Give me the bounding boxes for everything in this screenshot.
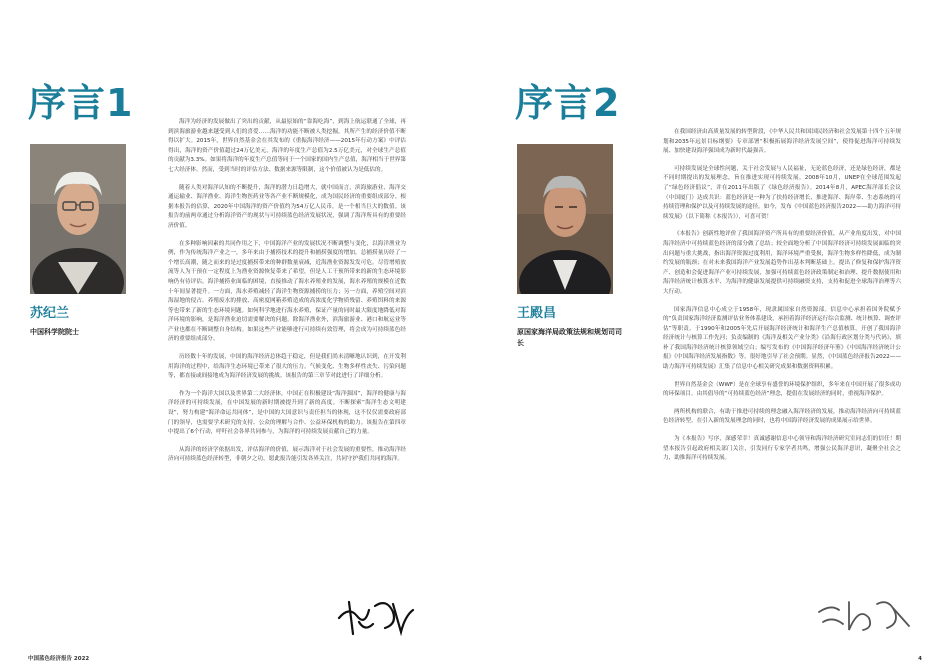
page-number: 4	[918, 656, 922, 662]
author-photo	[30, 144, 126, 294]
paragraph: 历经数十年的发展，中国的海洋经济总体趋于稳定，但是我们尚未清晰地认识到，在开发利用海洋的过程中，给海洋生态环境已带来了很大的压力。气候变化、生物多样性丧失、污染问题等，都直接或间接地成为海洋经济发展的挑战。该报告的第三章节对此进行了详细分析。	[168, 354, 406, 380]
paragraph: 《本报告》创新性地评价了我国海洋资产所具有的重要经济价值，从产业角度出发，对中国海洋经济中可持续蓝色经济的部分做了总结；较全面地分析了中国海洋经济可持续发展面临的突出问题与重大挑战，指出海洋资源过度利用，海洋环境严重受损，海洋生物多样性降低，成为制约发展的瓶颈；在对未来我国海洋产业发展趋势作出基本判断基础上，提出了修复和保护海洋资产、创造和会促进海洋产业可持续发展，加强可持续蓝色经济政策制定和治理、提升数据使用和海洋经济统计核算水平、为海洋的健康发展提供可持续融资支持，支持和促进全球海洋治理等六大行动。	[663, 231, 901, 295]
paragraph: 从海洋的经济学依据出发，评估海洋的价值，展示海洋对于社会发展的重要性，推动海洋经济向可持续蓝色经济转型，非朝夕之功，愿此报告能引发各界关注，共同守护我们共同的海洋。	[168, 446, 406, 463]
portrait-image	[30, 144, 126, 294]
signature-image	[815, 588, 915, 638]
author-photo	[517, 144, 613, 294]
page-title: 序言1	[28, 81, 134, 125]
footer-label: 中国蓝色经济报告 2022	[28, 656, 90, 662]
paragraph: 可持续发展是全球性问题，关于社会发展与人民福祉，无论蓝色经济，还是绿色经济，都是不同时期提出的发展理念，旨在推进实现可持续发展。2008年10月，UNEP在全球范围发起了“绿色经济倡议”，并在2011年出版了《绿色经济报告》。2014年8月，APEC海洋部长会议（中国厦门）达成共识：蓝色经济是一种为了扶持经济增长，推进海洋、海岸带、生态系统的可持续管理和保护以及可持续发展的途径。如今，发布《中国蓝色经济报告2022——助力海洋可持续发展》（以下简称《本报告》），可喜可贺！	[663, 165, 901, 220]
author-role: 原国家海洋局政策法规和规划司司长	[517, 328, 622, 347]
paragraph: 在多种影响因素的共同作用之下，中国海洋产业的发展状况不断调整与变化，以海洋渔业为例，作为传统海洋产业之一，多年来由于捕捞技术的提升和捕捞强度的增加，总捕捞量历经了一个增长高潮，随之而来的是过度捕捞带来的种群数量衰减，近海渔业资源发发可危。尽管增殖放流等人为干预在一定程度上为渔业资源恢复带来了希望，但是人工干预所带来的新的生态环境影响仍有待评估。海洋捕捞业面临的困境，直接推动了海水养殖业的发展，海水养殖的规模在近数十年间显著提升。一方面，海水养殖减轻了海洋生物资源捕捞的压力；另一方面，养殖空间对滨海湿地的侵占、养殖废水的排放、高密度网箱养殖造成的高浓度化学物质残留、养殖饵料的来源等也带来了新的生态环境问题。如何科学地进行海水养殖，保证产量的同时最大限度地降低对海洋环境的影响，是海洋渔业迫切需要解决的问题。除海洋渔业外，滨海旅游业、港口和航运业等产业也都在不断调整自身结构。如果这些产业能够进行可持续有效管理，将会成为可持续蓝色经济的重要组成部分。	[168, 240, 406, 343]
paragraph: 国家海洋信息中心成立于1958年，现隶属国家自然资源部。信息中心承担着国务院赋予的“负责国家海洋经济监测评估业务体系建设，承担着海洋经济运行综合监测、统计核算、调查评估”等职责。于1990年和2005年先后开展海洋经济统计和海洋生产总值核算。开创了我国海洋经济统计与核算工作先河；负责编制的《海洋及相关产业分类》《沿海行政区划分类与代码》，填补了我国海洋经济统计核算领域空白；编写发布的《中国海洋经济年鉴》《中国海洋经济统计公报》《中国海洋经济发展指数》等，很好地引导了社会预期。显然，《中国蓝色经济报告2022——助力海洋可持续发展》汇集了信息中心相关研究成果和数据资料积累。	[663, 306, 901, 371]
author-name: 苏纪兰	[30, 306, 70, 321]
signature-image	[335, 588, 415, 640]
author-role: 中国科学院院士	[30, 328, 79, 336]
page-title: 序言2	[515, 81, 621, 125]
paragraph: 海洋为经济的发展做出了突出的贡献，从最原始的“靠海吃海”，到海上航运联通了全球，再到滨海旅游业越来越受到人们的喜爱……海洋的功能不断被人类挖掘，其所产生的经济价值不断得以扩大。2015年，世界自然基金会在其发布的《重振海洋经济——2015年行动方案》中评估得出，海洋的资产价值超过24万亿美元，海洋的年度生产总值为2.5万亿美元，对全球生产总值的贡献为3.3%。如果将海洋的年度生产总值等同于一个国家的国内生产总值，海洋相当于世界第七大经济体。然而，受到当时的评估方法、数据来源等限制，这个价值被认为是低估的。	[168, 119, 406, 173]
right-page	[475, 0, 950, 672]
preface-body	[168, 118, 406, 473]
preface-body	[663, 128, 901, 472]
author-name: 王殿昌	[517, 306, 557, 321]
portrait-image	[517, 144, 613, 294]
paragraph: 为《本报告》写序，深感荣幸！真诚感谢信息中心领导和海洋经济研究室同志们的信任！期望本报告引起政府相关部门关注，引发同行专家学者共鸣，增强公民海洋意识，凝聚全社会之力，助推海洋可持续发展。	[663, 436, 901, 462]
paragraph: 世界自然基金会（WWF）是在全球享有盛誉的环境保护组织，多年来在中国开展了很多成功的环保项目。由其倡导的“可持续蓝色经济”理念，提倡在发展经济的同时，重视海洋保护。	[663, 381, 901, 398]
paragraph: 作为一个海洋大国以及世界第二大经济体，中国正在积极建设“海洋强国”，海洋的健康与海洋经济的可持续发展，在中国发展的新时期被提升到了新的高度。不断探索“海洋生态文明建设”，努力构建“海洋命运共同体”，是中国的大国意识与责任担当的体现，这不仅仅需要政府部门的领导，也需要学术研究的支持、公众的理解与合作、公益环保机构的助力。该报告在第四章中提出了6个行动，呼吁社会各界共同参与，为海洋的可持续发展贡献自己的力量。	[168, 390, 406, 436]
paragraph: 随着人类对海洋认知的不断提升，海洋的潜力日趋增大，就中国而言，滨海旅游业、海洋交通运输业、海洋渔业、海洋生物医药业等各产业不断规模化，成为国民经济的重要组成部分。根据本报告的估算，2020年中国海洋的资产价值约为54万亿人民币，是一个相当巨大的数值。该报告的前两章通过分析海洋资产的现状与可持续蓝色经济发展状况，强调了海洋所具有的重要经济价值。	[168, 184, 406, 229]
paragraph: 两所机构的联合，有助于推进可持续的理念融入海洋经济的发展，推动海洋经济向可持续蓝色经济转型。在引入新的发展理念的同时，也将中国海洋经济发展的成果展示给世界。	[663, 408, 901, 425]
paragraph: 在我国经济由高质量发展的转型阶段，《中华人民共和国国民经济和社会发展第十四个五年规划和2035年远景目标纲要》专章部署“积极拓展海洋经济发展空间”，使得促进海洋可持续发展、加快建设海洋强国成为新时代最强音。	[663, 129, 901, 155]
